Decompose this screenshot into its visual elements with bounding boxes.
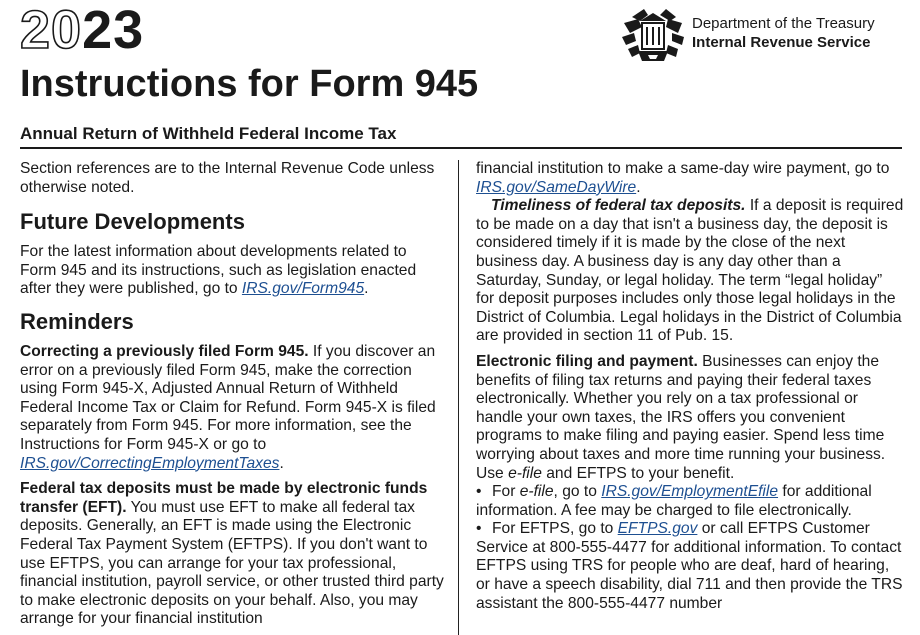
bullet-icon: • xyxy=(476,520,482,538)
correcting-paragraph: Correcting a previously filed Form 945. If you discover an error on a previously filed Form 945, make the correction using Form 945-X, Adjusted Annual Return of Withheld Federal Income Tax or Claim for Refund. Form 945-X is filed separately from Form 945. For more information, see the Instructions for Form 945-X or go to IRS.gov/CorrectingEmploymentTaxes. xyxy=(20,342,436,472)
bullet-icon: • xyxy=(476,483,482,501)
employment-efile-link[interactable]: IRS.gov/EmploymentEfile xyxy=(601,483,779,501)
correcting-employment-taxes-link[interactable]: IRS.gov/CorrectingEmploymentTaxes xyxy=(20,454,280,472)
irs-eagle-logo-icon xyxy=(620,7,686,65)
reminders-heading: Reminders xyxy=(20,308,134,334)
agency-irs: Internal Revenue Service xyxy=(692,34,871,51)
eftps-link[interactable]: EFTPS.gov xyxy=(617,520,698,538)
column-divider xyxy=(458,160,459,635)
subtitle-bar xyxy=(20,121,902,149)
form-subtitle: Annual Return of Withheld Federal Income Tax xyxy=(20,124,397,143)
form945-link[interactable]: IRS.gov/Form945 xyxy=(241,280,365,298)
left-column xyxy=(20,160,446,629)
right-column xyxy=(476,160,904,613)
future-developments-heading: Future Developments xyxy=(20,209,245,235)
timeliness-lead: Timeliness of federal tax deposits. xyxy=(491,197,746,215)
intro-paragraph: Section references are to the Internal Revenue Code unless otherwise noted. xyxy=(20,160,435,196)
agency-department: Department of the Treasury xyxy=(692,15,875,32)
timeliness-paragraph: Timeliness of federal tax deposits. If a deposit is required to be made on a day that isn't a business day, the deposit is considered timely if it is made by the close of the next business day. A business day is any day other than a Saturday, Sunday, or legal holiday. The term “legal holiday” for deposit purposes includes only those legal holidays in the District of Columbia. Legal holidays in the District of Columbia are provided in section 11 of Pub. 15. xyxy=(476,197,904,345)
year-outline-digits: 20 xyxy=(20,0,83,60)
deposits-paragraph: Federal tax deposits must be made by electronic funds transfer (EFT). You must use EFT to make all federal tax deposits. Generally, an EFT is made using the Electronic Federal Tax Payment System (EFTPS). If you don't want to use EFTPS, you can arrange for your tax professional, financial institution, payroll service, or other trusted third party to make electronic deposits on your behalf. Also, you may arrange for your financial institution xyxy=(20,480,444,628)
form-year xyxy=(20,2,144,58)
eftps-bullet: • For EFTPS, go to EFTPS.gov or call EFTPS Customer Service at 800-555-4477 for additional information. To contact EFTPS using TRS for people who are deaf, hard of hearing, or have a speech disability, dial 711 and then provide the TRS assistant the 800-555-4477 number xyxy=(476,520,903,612)
efile-bullet: • For e-file, go to IRS.gov/EmploymentEfile for additional information. A fee may be charged to file electronically. xyxy=(476,483,872,519)
same-day-wire-link[interactable]: IRS.gov/SameDayWire xyxy=(476,178,637,196)
same-day-wire-paragraph: financial institution to make a same-day wire payment, go to IRS.gov/SameDayWire. xyxy=(476,160,890,196)
electronic-filing-paragraph: Electronic filing and payment. Businesses can enjoy the benefits of filing tax returns and paying their federal taxes electronically. Whether you rely on a tax professional or handle your own taxes, the IRS offers you convenient programs to make filing and paying easier. Spend less time worrying about taxes and more time running your business. Use e-file and EFTPS to your benefit. xyxy=(476,352,886,482)
future-developments-paragraph: For the latest information about developments related to Form 945 and its instructions, such as legislation enacted after they were published, go to IRS.gov/Form945. xyxy=(20,243,417,298)
electronic-filing-lead: Electronic filing and payment. xyxy=(476,352,698,370)
agency-name xyxy=(692,14,875,52)
correcting-lead: Correcting a previously filed Form 945. xyxy=(20,342,309,360)
deposits-lead: Federal tax deposits must be made by electronic funds transfer (EFT). xyxy=(20,480,428,516)
page-title: Instructions for Form 945 xyxy=(20,63,479,105)
year-solid-digits: 23 xyxy=(82,0,145,60)
